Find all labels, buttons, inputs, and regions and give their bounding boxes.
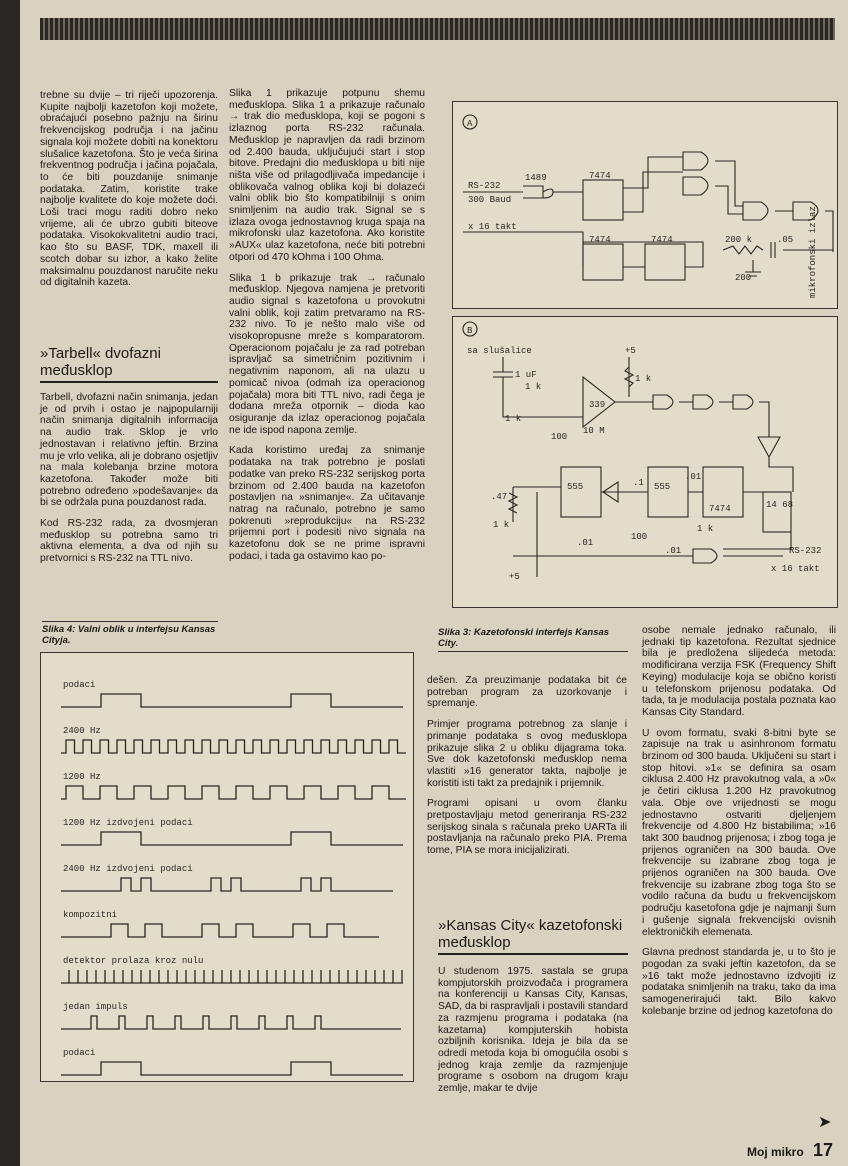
timing-row-label: podaci <box>63 1048 96 1058</box>
col2-paragraph-3: Kada koristimo uređaj za snimanje podataka na trak potrebno je poslati podatke van preko RS-232 serijskog porta brzinom od 2.400 bauda na kazetofon postavljen na »snimanje«. Za učitavanje natrag na računalo, potrebno je samo pokrenuti »reprodukciju« na RS-232 prijemni port i podesiti nivo signala na kazetofonu dok se ne prime ispravni podaci, i tada ga ostavimo kao po- <box>229 445 425 562</box>
timing-row-label: detektor prolaza kroz nulu <box>63 956 204 966</box>
col3-paragraph-4: U studenom 1975. sastala se grupa kompjutorskih proizvođača i programera na konferenciji u Kansas City, Kansas, SAD, da bi raspravljali i postavili standard za razmjenu programa i podataka (na kazetama) kompjuterskih hobista ozbiljnih korisnika. Ideja je bila da se odredi metoda koja bi omogućila osobi s jednog kraja zemlje da razmjenjuje programe s osobom na drugom kraju zemlje, makar te dvije <box>438 966 628 1095</box>
timing-waveform <box>61 740 406 753</box>
col2-paragraph-1: Slika 1 prikazuje potpunu shemu međusklopa. Slika 1 a prikazuje računalo → trak dio međusklopa, koji se pogoni s izlaznog porta RS-232 računala. Međusklop je napravljen da radi brzinom od 2.400 bauda, uključujući start i stop bitove. Predajni dio međusklopa u biti nije ništa više od prilagodljivača impedancije i oblikovača valnog oblika koji bi dolazeći valni oblik bio što kompatibilniji s onim snimljenim na audio trak. Signal se s izlaza ovoga jednostavnog kruga spaja na mikrofonski ulaz kazetofona. Ako koristite »AUX« ulaz kazetofona, neće biti potrebni otpori od 470 kOhma i 100 Ohma. <box>229 88 425 263</box>
page-number: 17 <box>813 1140 834 1160</box>
timing-diagram <box>41 653 413 1081</box>
circuit-a-baud: 300 Baud <box>468 195 512 205</box>
circuit-b-r1: 1 k <box>525 382 542 392</box>
circuit-b-c2: .47 <box>491 492 508 502</box>
header-rule <box>40 18 835 40</box>
circuit-a-c1: .05 <box>777 235 794 245</box>
timing-waveform <box>61 878 393 891</box>
page-binding-edge <box>0 0 20 1166</box>
circuit-a-rs232: RS-232 <box>468 181 501 191</box>
circuit-b-c1: 1 uF <box>515 370 537 380</box>
circuit-b-panel <box>452 316 838 608</box>
circuit-a-r2: 200 <box>735 273 752 283</box>
continue-arrow-icon: ➤ <box>818 1114 832 1131</box>
circuit-b-input: sa slušalice <box>467 346 532 356</box>
circuit-b-ic: 7474 <box>709 504 731 514</box>
timing-row-label: kompozitni <box>63 910 118 920</box>
circuit-b-c4: .1 <box>633 478 644 488</box>
circuit-b-timer1: 555 <box>567 482 584 492</box>
col1-paragraph-1: trebne su dvije – tri riječi upozorenja. Kupite najbolji kazetofon koji možete, obraćajući posebno pažnju na širinu frekvencijskog područja i na jačinu signala koji možete dobiti na konektoru slušalice kazetofona. Što je veća širina frekventnog područja i jačina pojačala, to će biti pouzdanije snimanje podataka. Zatim, koristite trake najbolje kvalitete do koje možete doći. Loši traci mogu raditi dobro neko vrijeme, ali će ubrzo gubiti biteove podataka. Visokokvalitetni audio traci, kao što su BASF, TDK, maxell ili scotch dobar su izbor, a kako želite maksimalnu pouzdanost naručite neku od digitalnih kazeta. <box>40 90 218 289</box>
circuit-a-r1: 200 k <box>725 235 753 245</box>
circuit-b-label: B <box>467 326 473 336</box>
timing-row-label: 1200 Hz izdvojeni podaci <box>63 818 193 828</box>
timing-waveform <box>61 1016 401 1029</box>
col4-paragraph-1: osobe nemale jednako računalo, ili jednaki tip kazetofona. Rezultat sjednice bila je predložena slijedeća metoda: modificirana verzija FSK (Frequency Shift Keying) modulacije koja se obično koristi u telefonskom prijenosu podataka. Od tada, ta je modulacija postala poznata kao Kansas City Standard. <box>642 625 836 718</box>
column-4 <box>642 625 836 1027</box>
circuit-a-label: A <box>467 119 473 129</box>
figure-3-caption: Slika 3: Kazetofonski interfejs Kansas City. <box>438 627 628 652</box>
circuit-a-clock: x 16 takt <box>468 222 517 232</box>
col1-paragraph-2: Tarbell, dvofazni način snimanja, jedan je od prvih i ostao je najpopularniji način snimanja digitalnih informacija na audio trak. Sklop je vrlo jednostavan i relativno jeftin. Brzina mu je vrlo velika, ali je dobrano osjetljiv na mala kolebanja brzine motora kazetofona. Također može biti potrebno određeno »podešavanje« da bi se održala puna pouzdanost rada. <box>40 392 218 509</box>
col1-paragraph-3: Kod RS-232 rada, za dvosmjeran međusklop su potrebna samo tri aktivna elementa, a dva od njih su pretvornici s RS-232 na TTL nivo. <box>40 518 218 565</box>
circuit-b-c5: .01 <box>685 472 702 482</box>
circuit-b-rs232: RS-232 <box>789 546 822 556</box>
timing-row-label: podaci <box>63 680 96 690</box>
circuit-b-r7: 100 <box>631 532 648 542</box>
circuit-a-ic2: 7474 <box>589 171 611 181</box>
timing-waveform <box>61 832 403 845</box>
circuit-b-vcc2: +5 <box>509 572 520 582</box>
circuit-a-output: mikrofonski izlaz <box>808 206 818 298</box>
timing-row-label: 1200 Hz <box>63 772 101 782</box>
column-3 <box>427 675 627 866</box>
circuit-a-panel <box>452 101 838 309</box>
column-1b <box>40 392 218 574</box>
timing-waveform <box>61 786 406 799</box>
col3-paragraph-1: dešen. Za preuzimanje podataka bit će potreban program za uzorkovanje i spremanje. <box>427 675 627 710</box>
figure-4-caption: Slika 4: Valni oblik u interfejsu Kansas Cityja. <box>42 621 218 646</box>
circuit-b-c6: .01 <box>665 546 682 556</box>
col3-paragraph-3: Programi opisani u ovom članku pretpostavljaju metod generiranja RS-232 serijskog sinala s računala preko UARTa ili postavljanja na računalo preko PIA. Prema tome, PIA se mora inicijalizirati. <box>427 798 627 857</box>
timing-waveform <box>61 694 403 707</box>
circuit-a-ic4: 7474 <box>651 235 673 245</box>
circuit-b-r3: 10 M <box>583 426 605 436</box>
circuit-b-r8: 1 k <box>697 524 714 534</box>
timing-row-label: jedan impuls <box>63 1002 128 1012</box>
circuit-b-counter: 14 68 <box>766 500 794 510</box>
col4-paragraph-3: Glavna prednost standarda je, u to što je pogodan za svaki jeftin kazetofon, da se »16 takt može jednostavno izdvojiti iz podataka snimljenih na traku, tako da ima samogenerirajući takt. Bilo kakvo kolebanje brzine od jednog kazetofona do <box>642 947 836 1017</box>
column-2 <box>229 88 425 571</box>
column-1 <box>40 90 218 298</box>
circuit-a-schematic <box>453 102 837 308</box>
column-3b <box>438 966 628 1104</box>
circuit-b-r5: 1 k <box>635 374 652 384</box>
timing-row-label: 2400 Hz izdvojeni podaci <box>63 864 193 874</box>
circuit-b-op: 339 <box>589 400 606 410</box>
timing-waveform <box>61 924 379 937</box>
circuit-b-schematic <box>453 317 837 607</box>
heading-kansas-city: »Kansas City« kazetofonski međusklop <box>438 917 628 955</box>
circuit-b-r6: 1 k <box>493 520 510 530</box>
circuit-a-ic1: 1489 <box>525 173 547 183</box>
heading-tarbell: »Tarbell« dvofazni međusklop <box>40 345 218 383</box>
page-footer <box>747 1140 833 1161</box>
circuit-b-clock: x 16 takt <box>771 564 820 574</box>
circuit-b-r2: 1 k <box>505 414 522 424</box>
circuit-b-r4: 100 <box>551 432 568 442</box>
circuit-b-vcc: +5 <box>625 346 636 356</box>
circuit-a-ic3: 7474 <box>589 235 611 245</box>
circuit-b-timer2: 555 <box>654 482 671 492</box>
magazine-name: Moj mikro <box>747 1145 804 1159</box>
col2-paragraph-2: Slika 1 b prikazuje trak → računalo međusklop. Njegova namjena je pretvoriti audio signal s kazetofona u provokutni valni oblik, koji zatim pretvaramo na RS-232 nivo. To je nešto malo više od visokopropusne mreže s komparatorom. Operacionom pojačalu je za rad potreban ispravljač sa simetričnim pozitivnim i negativnim naponom, ali na ulazu u pomicač nivoa (odmah iza operacionog pojačala) mora biti TTL nivo, radi čega je dodana mreža otpornik – dioda kao osiguranje da izlaz operacionog pojačala ne ide ispod napona zemlje. <box>229 272 425 436</box>
timing-waveform <box>61 970 403 983</box>
timing-waveform <box>61 1062 403 1075</box>
col3-paragraph-2: Primjer programa potrebnog za slanje i primanje podataka s ovog međusklopa prikazuje slika 2 u obliku dijagrama toka. Sve dok kazetofonski međusklop nema vlastiti »16 generator takta, najbolje je koristiti isti takt za predajnik i prijemnik. <box>427 719 627 789</box>
timing-diagram-panel <box>40 652 414 1082</box>
circuit-b-c3: .01 <box>577 538 594 548</box>
col4-paragraph-2: U ovom formatu, svaki 8-bitni byte se zapisuje na trak u asinhronom formatu brzinom od 300 bauda. Uključeni su start i stop hitovi. »1« se definira sa osam ciklusa 2.400 Hz pravokutnog vala, a »0« je četiri ciklusa 1.200 Hz pravokutnog vala. Obje ove vrijednosti se mogu jednostavno ostvariti djeljenjem frekvencije od 4.800 Hz bistabilima; »16 takt 300 baudnog prijenosa; i zbog toga je prijenos ograničen na 300 bauda. Ove frekvencije su izabrane zbog toga je prijenos ograničen na 300 bauda. Ove frekvencije su izabrane zbog toga što se vodilo računa da budu u frekvencijskom području kasetofona gdje je najmanji šum i gušenje signala frekvencijski ovisnih elektroničkih elemenata. <box>642 727 836 938</box>
timing-row-label: 2400 Hz <box>63 726 101 736</box>
